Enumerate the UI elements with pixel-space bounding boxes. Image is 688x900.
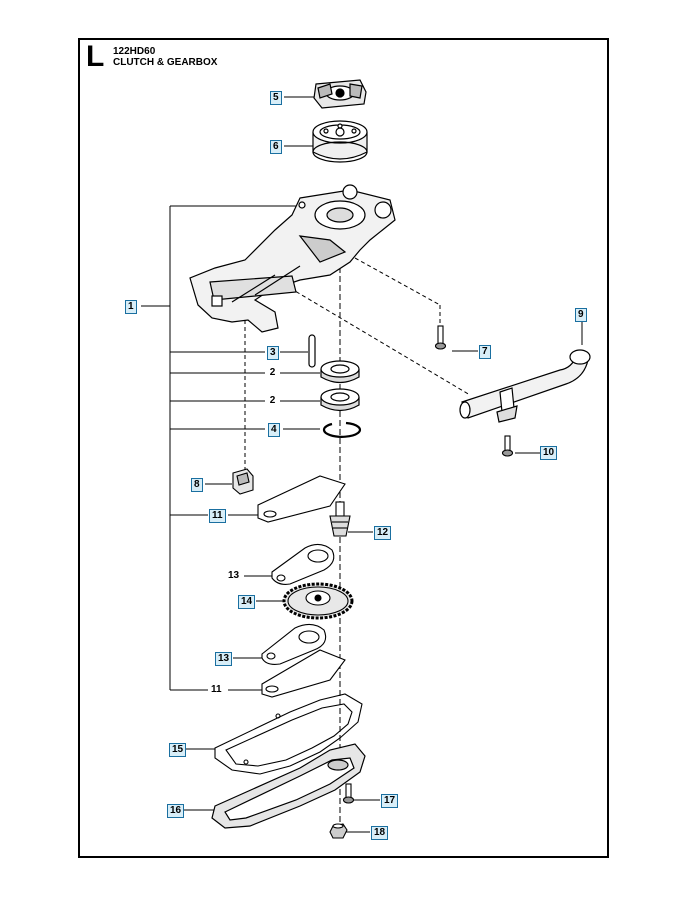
callout-13-upper: 13 xyxy=(228,570,240,581)
screw-part-17 xyxy=(344,784,354,803)
callout-6: 6 xyxy=(270,140,282,154)
block-part-8 xyxy=(233,469,253,494)
screw-part-7 xyxy=(436,326,446,349)
crank-part-12 xyxy=(330,502,350,536)
callout-13-lower: 13 xyxy=(215,652,232,666)
model-number: 122HD60 xyxy=(113,46,156,57)
callout-4: 4 xyxy=(268,423,280,437)
clutch-part-5 xyxy=(314,80,366,108)
tube-part-9 xyxy=(460,350,590,422)
callout-11-upper: 11 xyxy=(209,509,226,523)
callout-14: 14 xyxy=(238,595,255,609)
callout-18: 18 xyxy=(371,826,388,840)
callout-17: 17 xyxy=(381,794,398,808)
nut-part-18 xyxy=(330,824,347,838)
callout-2-upper: 2 xyxy=(269,367,276,378)
wear-plate-part-11-upper xyxy=(258,476,345,522)
callout-7: 7 xyxy=(479,345,491,359)
connecting-rod-part-13-upper xyxy=(272,544,334,584)
bearing-part-2-upper xyxy=(321,361,359,383)
callout-3: 3 xyxy=(267,346,279,360)
clutch-drum-part-6 xyxy=(313,121,367,162)
dash-to-7 xyxy=(355,258,440,305)
callout-10: 10 xyxy=(540,446,557,460)
gear-part-14 xyxy=(284,584,352,618)
diagram-title: CLUTCH & GEARBOX xyxy=(113,57,218,68)
screw-part-10 xyxy=(503,436,513,456)
callout-16: 16 xyxy=(167,804,184,818)
callout-12: 12 xyxy=(374,526,391,540)
section-letter: L xyxy=(86,40,105,73)
cover-part-16 xyxy=(212,744,365,828)
pin-part-3 xyxy=(309,335,315,367)
callout-15: 15 xyxy=(169,743,186,757)
callout-1: 1 xyxy=(125,300,137,314)
callout-9: 9 xyxy=(575,308,587,322)
callout-11-lower: 11 xyxy=(211,684,222,695)
callout-8: 8 xyxy=(191,478,203,492)
callout-5: 5 xyxy=(270,91,282,105)
callout-2-lower: 2 xyxy=(269,395,276,406)
bearing-part-2-lower xyxy=(321,389,359,411)
gear-housing-part-1 xyxy=(190,185,395,332)
circlip-part-4 xyxy=(324,423,360,437)
